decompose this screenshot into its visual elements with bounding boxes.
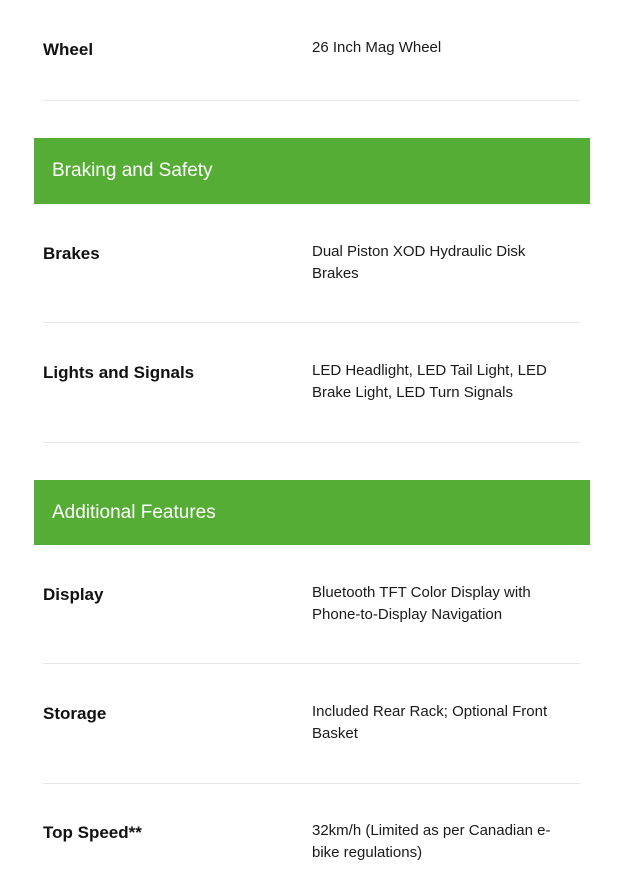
spec-value: LED Headlight, LED Tail Light, LED Brake Light, LED Turn Signals bbox=[312, 362, 547, 401]
spec-row-lights-signals bbox=[43, 323, 580, 443]
spec-row-brakes bbox=[43, 204, 580, 323]
section-header-braking-safety bbox=[34, 138, 590, 204]
spec-value: Dual Piston XOD Hydraulic Disk Brakes bbox=[312, 243, 526, 282]
spec-row-storage bbox=[43, 664, 580, 784]
section-header-additional-features bbox=[34, 480, 590, 545]
spec-value: Bluetooth TFT Color Display with Phone-to-Display Navigation bbox=[312, 584, 531, 623]
section-title: Braking and Safety bbox=[52, 160, 213, 181]
spec-value: Included Rear Rack; Optional Front Basket bbox=[312, 703, 548, 742]
spec-value: 26 Inch Mag Wheel bbox=[312, 39, 442, 56]
spec-row-wheel bbox=[43, 0, 580, 101]
spec-value: 32km/h (Limited as per Canadian e-bike regulations) bbox=[312, 822, 551, 861]
spec-row-display bbox=[43, 545, 580, 664]
spec-label: Storage bbox=[43, 704, 107, 723]
spec-label: Wheel bbox=[43, 40, 94, 59]
spec-label: Lights and Signals bbox=[43, 363, 195, 382]
section-title: Additional Features bbox=[52, 502, 216, 523]
spec-label: Top Speed** bbox=[43, 823, 142, 842]
spec-label: Brakes bbox=[43, 244, 100, 263]
spec-label: Display bbox=[43, 585, 104, 604]
spec-row-top-speed bbox=[43, 784, 580, 890]
